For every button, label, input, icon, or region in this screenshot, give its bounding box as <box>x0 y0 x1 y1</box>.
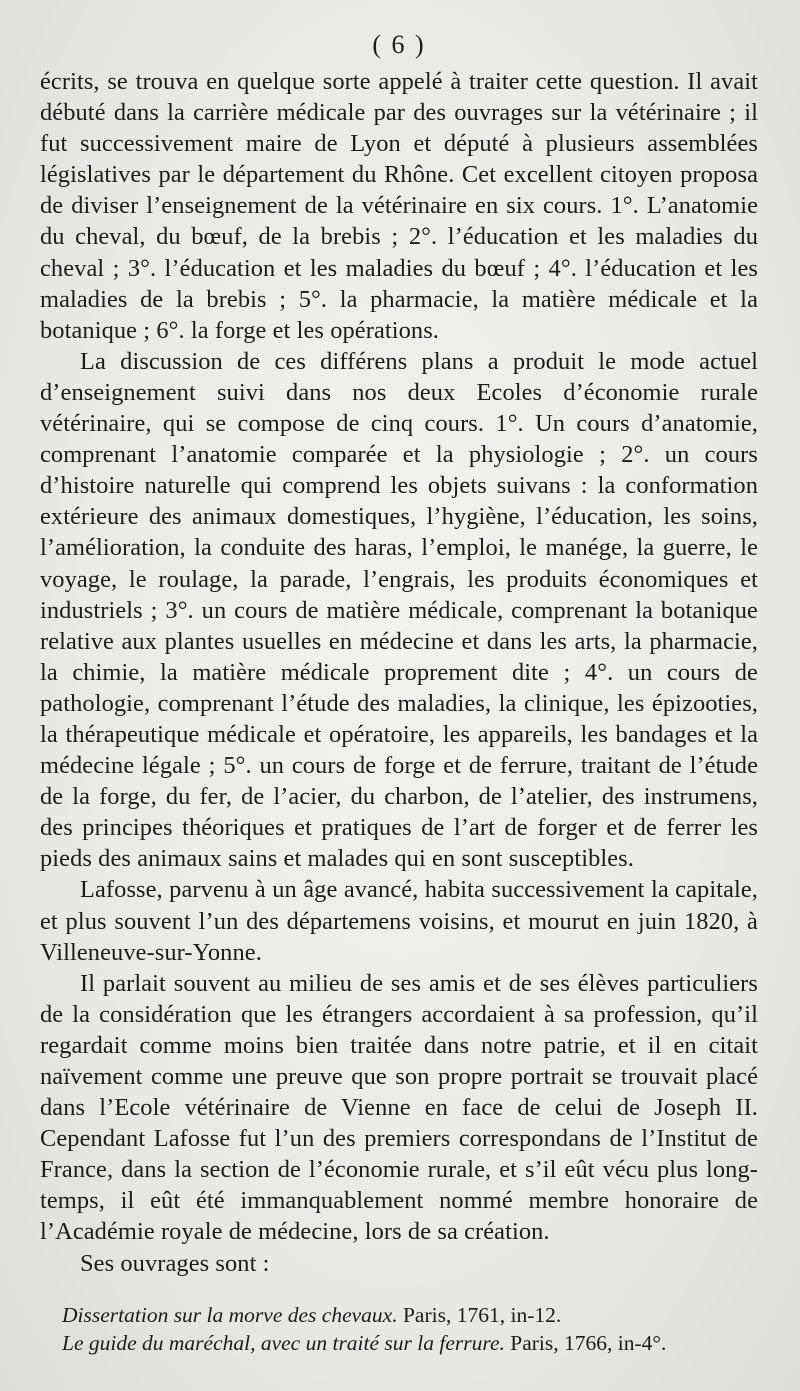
work-details: Paris, 1766, in-4°. <box>504 1330 667 1355</box>
work-title: Le guide du maréchal, avec un traité sur la ferrure. <box>62 1330 505 1355</box>
works-intro: Ses ouvrages sont : <box>80 1249 270 1277</box>
work-title: Dissertation sur la morve des chevaux. <box>62 1302 398 1327</box>
paragraph-teaching-mode: La discussion de ces différens plans a produit le mode actuel d’enseignement suivi dans nos deux Ecoles d’économie rurale vétérinaire, qui se compose de cinq cours. 1°. Un cours d’anatomie, comprenant l’anatomie comparée et la physiologie ; 2°. un cours d’histoire naturelle qui comprend les objets suivans : la conformation extérieure des animaux domestiques, l’hygiène, l’éducation, les soins, l’amélioration, la conduite des haras, l’emploi, le manége, la guerre, le voyage, le roulage, la parade, l’engrais, les produits économiques et industriels ; 3°. un cours de matière médicale, comprenant la botanique relative aux plantes usuelles en médecine et dans les arts, la pharmacie, la chimie, la matière médicale proprement dite ; 4°. un cours de pathologie, comprenant l’étude des maladies, la clinique, les épizooties, la thérapeutique médicale et opératoire, les appareils, les bandages et la médecine légale ; 5°. un cours de forge et de ferrure, traitant de l’étude de la forge, du fer, de l’acier, du charbon, de l’atelier, des instrumens, des principes théoriques et pratiques de l’art de forger et de ferrer les pieds des animaux sains et malades qui en sont susceptibles. <box>40 347 758 873</box>
paragraph-continuation: écrits, se trouva en quelque sorte appelé à traiter cette question. Il avait débuté dans la carrière médicale par des ouvrages sur la vétérinaire ; il fut successivement maire de Lyon et député à plusieurs assemblées législatives par le département du Rhône. Cet excellent citoyen proposa de diviser l’enseignement de la vétérinaire en six cours. 1°. L’anatomie du cheval, du bœuf, de la brebis ; 2°. l’éducation et les maladies du cheval ; 3°. l’éducation et les maladies du bœuf ; 4°. l’éducation et les maladies de la brebis ; 5°. la pharmacie, la matière médicale et la botanique ; 6°. la forge et les opérations. <box>40 68 758 344</box>
work-details: Paris, 1761, in-12. <box>397 1302 562 1327</box>
work-item <box>40 1301 758 1329</box>
page-body <box>40 66 758 1279</box>
page-number: ( 6 ) <box>372 30 426 59</box>
work-item <box>40 1329 758 1357</box>
works-list <box>40 1301 758 1357</box>
paragraph-lafosse-death: Lafosse, parvenu à un âge avancé, habita successivement la capitale, et plus souvent l’un des départemens voisins, et mourut en juin 1820, à Villeneuve-sur-Yonne. <box>40 876 758 966</box>
paragraph-consideration: Il parlait souvent au milieu de ses amis et de ses élèves particuliers de la considération que les étrangers accordaient à sa profession, qu’il regardait comme moins bien traitée dans notre patrie, et il en citait naïvement comme une preuve que son propre portrait se trouvait placé dans l’Ecole vétérinaire de Vienne en face de celui de Joseph II. Cependant Lafosse fut l’un des premiers correspondans de l’Institut de France, dans la section de l’économie rurale, et s’il eût vécu plus long-temps, il eût été immanquablement nommé membre honoraire de l’Académie royale de médecine, lors de sa création. <box>40 969 758 1246</box>
